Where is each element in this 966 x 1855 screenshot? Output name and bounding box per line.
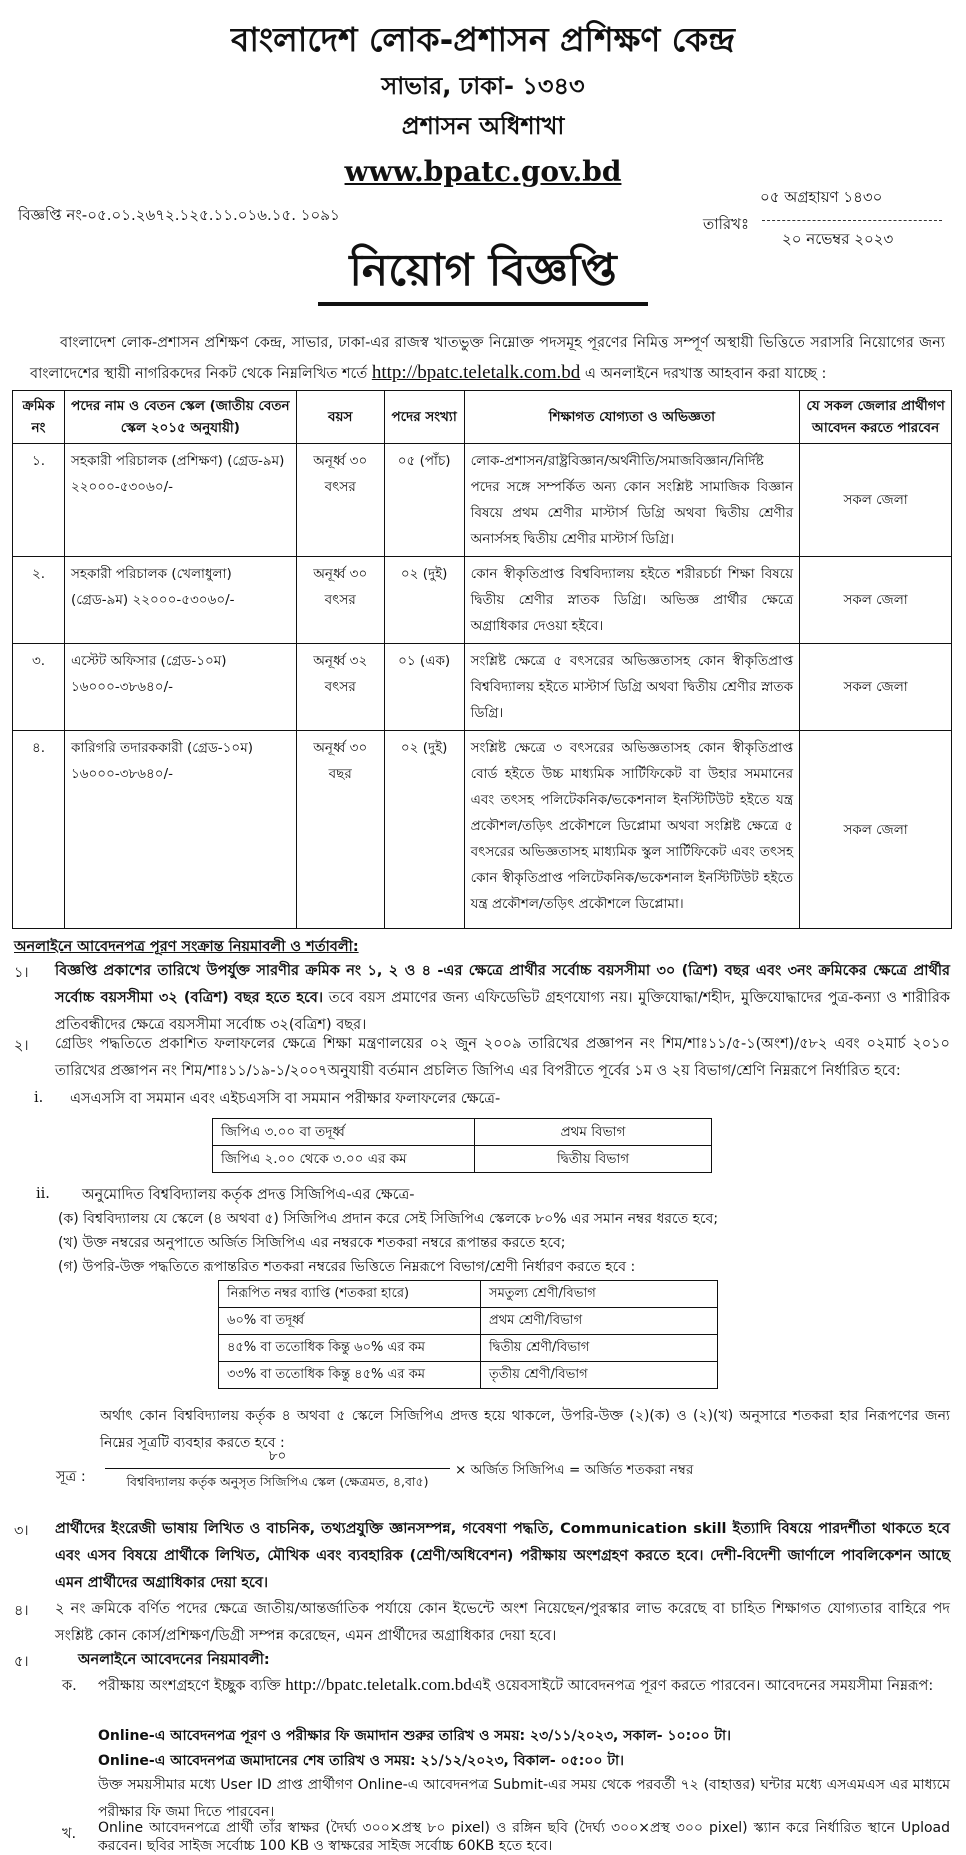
formula-denominator: বিশ্ববিদ্যালয় কর্তৃক অনুসৃত সিজিপিএ স্কেল (ক্ষেত্রমত, ৪,বা৫) [126, 1474, 429, 1489]
rule3-number: ৩। [14, 1523, 29, 1539]
cgpa-class: তৃতীয় শ্রেণী/বিভাগ [481, 1362, 718, 1389]
formula-numerator: ৮০ [268, 1448, 287, 1464]
cgpa-range: নিরূপিত নম্বর ব্যাপ্তি (শতকরা হারে) [219, 1281, 481, 1308]
rule2-ii-text: অনুমোদিত বিশ্ববিদ্যালয় কর্তৃক প্রদত্ত সিজিপিএ-এর ক্ষেত্রে- [82, 1187, 415, 1203]
rule5-url[interactable]: http://bpatc.teletalk.com.bd [285, 1675, 472, 1694]
rule4-number: ৪। [14, 1603, 29, 1619]
rule1-number: ১। [14, 965, 29, 981]
notice-title: নিয়োগ বিজ্ঞপ্তি [318, 240, 648, 306]
rule5-userid: উক্ত সময়সীমার মধ্যে User ID প্রাপ্ত প্রার্থীগণ Online-এ আবেদনপত্র Submit-এর সময় থেকে পরবর্তী ৭২ (বাহাত্তর) ঘন্টার মধ্যে এসএমএস এর মাধ্যমে পরীক্ষার ফি জমা দিতে পারবেন। [98, 1777, 950, 1820]
header-qualification: শিক্ষাগত যোগ্যতা ও অভিজ্ঞতা [464, 391, 800, 444]
rule5-number: ৫। [14, 1654, 29, 1670]
website-link[interactable]: www.bpatc.gov.bd [344, 155, 622, 188]
row-district: সকল জেলা [800, 731, 952, 929]
rule3-text: প্রার্থীদের ইংরেজী ভাষায় লিখিত ও বাচনিক, তথ্যপ্রযুক্তি জ্ঞানসম্পন্ন, গবেষণা পদ্ধতি, Communication skill ইত্যাদি বিষয়ে পারদর্শীতা থাকতে হবে এবং এসব বিষয়ে প্রার্থীকে লিখিত, মৌখিক এবং ব্যবহারিক (শ্রেণী/অধিবেশন) পরীক্ষায় অংশগ্রহণ করতে হবে। দেশী-বিদেশী জার্ণালে পাবলিকেশন আছে এমন প্রার্থীদের অগ্রাধিকার দেয়া হবে। [55, 1521, 950, 1591]
table-row [13, 731, 952, 929]
memo-number: বিজ্ঞপ্তি নং-০৫.০১.২৬৭২.১২৫.১১.০১৬.১৫. ১০৯১ [18, 206, 340, 224]
row-district: সকল জেলা [800, 644, 952, 731]
branch-name: প্রশাসন অধিশাখা [401, 112, 565, 140]
apply-url[interactable]: http://bpatc.teletalk.com.bd [371, 362, 581, 383]
formula-label: সূত্র : [56, 1469, 86, 1485]
rule5-ka-text [98, 1671, 950, 1700]
rule5-ka-text2: এই ওয়েবসাইটে আবেদনপত্র পূরণ করতে পারবেন। আবেদনের সময়সীমা নিম্নরূপ: [471, 1678, 934, 1694]
row-age: অনূর্ধ্ব ৩০ বৎসর [296, 557, 384, 644]
rule5-ka-label: ক. [62, 1678, 77, 1694]
org-address: সাভার, ঢাকা- ১৩৪৩ [381, 72, 585, 100]
gpa-range: জিপিএ ৩.০০ বা তদূর্ধ্ব [213, 1119, 475, 1146]
date-bangla: ০৫ অগ্রহায়ণ ১৪৩০ [760, 188, 883, 206]
table-row [219, 1335, 718, 1362]
row-post: এস্টেট অফিসার (গ্রেড-১০ম) ১৬০০০-৩৮৬৪০/- [64, 644, 296, 731]
org-name: বাংলাদেশ লোক-প্রশাসন প্রশিক্ষণ কেন্দ্র [231, 20, 735, 59]
rule2-i-label: i. [34, 1090, 44, 1106]
row-count: ০৫ (পাঁচ) [384, 444, 464, 557]
rules-title: অনলাইনে আবেদনপত্র পূরণ সংক্রান্ত নিয়মাবলী ও শর্তাবলী: [14, 939, 359, 955]
row-post: সহকারী পরিচালক (প্রশিক্ষণ) (গ্রেড-৯ম) ২২০০০-৫৩০৬০/- [64, 444, 296, 557]
rule2-ii-label: ii. [36, 1186, 50, 1202]
row-serial: ৪. [13, 731, 65, 929]
row-age: অনূর্ধ্ব ৩০ বছর [296, 731, 384, 929]
cgpa-range: ৪৫% বা ততোধিক কিন্তু ৬০% এর কম [219, 1335, 481, 1362]
row-serial: ২. [13, 557, 65, 644]
table-header-row [13, 391, 952, 444]
row-district: সকল জেলা [800, 444, 952, 557]
intro-text: বাংলাদেশ লোক-প্রশাসন প্রশিক্ষণ কেন্দ্র, সাভার, ঢাকা-এর রাজস্ব খাতভুক্ত নিম্নোক্ত পদসমূহ পূরণের নিমিত্ত সম্পূর্ণ অস্থায়ী ভিত্তিতে সরাসরি নিয়োগের জন্য বাংলাদেশের স্থায়ী নাগরিকদের নিকট থেকে নিম্নলিখিত শর্তে [30, 335, 945, 382]
rule1-rest: তবে বয়স প্রমাণের জন্য এফিডেভিট গ্রহণযোগ্য নয়। মুক্তিযোদ্ধা/শহীদ, মুক্তিযোদ্ধাদের পুত্র-কন্যা ও শারীরিক প্রতিবন্ধীদের ক্ষেত্রে বয়সসীমা সর্বোচ্চ ৩২(বত্রিশ) বছর। [55, 990, 950, 1033]
table-row [213, 1119, 712, 1146]
header-serial: ক্রমিক নং [13, 391, 65, 444]
rule2-ga: (গ) উপরি-উক্ত পদ্ধতিতে রূপান্তরিত শতকরা নম্বরের ভিত্তিতে নিম্নরূপে বিভাগ/শ্রেণী নির্ধারণ করতে হবে : [58, 1259, 636, 1275]
rule5-start: Online-এ আবেদনপত্র পূরণ ও পরীক্ষার ফি জমাদান শুরুর তারিখ ও সময়: ২৩/১১/২০২৩, সকাল- ১০:০০ টা। [98, 1728, 732, 1744]
table-row [219, 1308, 718, 1335]
row-count: ০১ (এক) [384, 644, 464, 731]
cgpa-range: ৩৩% বা ততোধিক কিন্তু ৪৫% এর কম [219, 1362, 481, 1389]
table-row [13, 557, 952, 644]
header-district: যে সকল জেলার প্রার্থীগণ আবেদন করতে পারবেন [800, 391, 952, 444]
gpa-division: দ্বিতীয় বিভাগ [475, 1146, 712, 1173]
date-english: ২০ নভেম্বর ২০২৩ [782, 230, 894, 248]
rule2-i-text: এসএসসি বা সমমান এবং এইচএসসি বা সমমান পরীক্ষার ফলাফলের ক্ষেত্রে- [70, 1091, 501, 1107]
rule1-text [55, 958, 950, 1039]
table-row [13, 644, 952, 731]
gpa-table [212, 1118, 712, 1173]
intro-text-end: এ অনলাইনে দরখাস্ত আহবান করা যাচ্ছে : [584, 366, 827, 382]
row-age: অনূর্ধ্ব ৩০ বৎসর [296, 444, 384, 557]
rule2-number: ২। [14, 1038, 29, 1054]
row-age: অনূর্ধ্ব ৩২ বৎসর [296, 644, 384, 731]
intro-paragraph [30, 328, 945, 389]
cgpa-class: সমতুল্য শ্রেণী/বিভাগ [481, 1281, 718, 1308]
rule5-end: Online-এ আবেদনপত্র জমাদানের শেষ তারিখ ও সময়: ২১/১২/২০২৩, বিকাল- ০৫:০০ টা। [98, 1753, 625, 1769]
row-count: ০২ (দুই) [384, 557, 464, 644]
table-row [219, 1362, 718, 1389]
row-post: সহকারী পরিচালক (খেলাধুলা) (গ্রেড-৯ম) ২২০০০-৫৩০৬০/- [64, 557, 296, 644]
rule5-ka-text1: পরীক্ষায় অংশগ্রহণে ইচ্ছুক ব্যক্তি [98, 1678, 281, 1694]
header-age: বয়স [296, 391, 384, 444]
row-qualification: কোন স্বীকৃতিপ্রাপ্ত বিশ্ববিদ্যালয় হইতে শরীরচর্চা শিক্ষা বিষয়ে দ্বিতীয় শ্রেণীর স্নাতক ডিগ্রি। অভিজ্ঞ প্রার্থীর ক্ষেত্রে অগ্রাধিকার দেওয়া হইবে। [464, 557, 800, 644]
formula-fraction-line [105, 1468, 450, 1469]
row-count: ০২ (দুই) [384, 731, 464, 929]
row-qualification: সংশ্লিষ্ট ক্ষেত্রে ৫ বৎসরের অভিজ্ঞতাসহ কোন স্বীকৃতিপ্রাপ্ত বিশ্ববিদ্যালয় হইতে মাস্টার্স ডিগ্রি অথবা দ্বিতীয় শ্রেণীর স্নাতক ডিগ্রি। [464, 644, 800, 731]
gpa-division: প্রথম বিভাগ [475, 1119, 712, 1146]
formula-rhs: × অর্জিত সিজিপিএ = অর্জিত শতকরা নম্বর [455, 1462, 694, 1478]
rule5-title: অনলাইনে আবেদনের নিয়মাবলী: [78, 1652, 270, 1668]
rule5-kha-label: খ. [62, 1826, 77, 1842]
row-serial: ৩. [13, 644, 65, 731]
row-post: কারিগরি তদারককারী (গ্রেড-১০ম) ১৬০০০-৩৮৬৪০/- [64, 731, 296, 929]
table-row [219, 1281, 718, 1308]
rule1-bold: বিজ্ঞপ্তি প্রকাশের তারিখে উপর্যুক্ত সারণীর ক্রমিক নং ১, ২ ও ৪ -এর ক্ষেত্রে প্রার্থীর সর্বোচ্চ বয়সসীমা ৩০ (ত্রিশ) বছর এবং ৩নং ক্রমিকের ক্ষেত্রে প্রার্থীর সর্বোচ্চ বয়সসীমা ৩২ (বত্রিশ) বছর হতে হবে। [55, 963, 950, 1006]
rule4-text: ২ নং ক্রমিকে বর্ণিত পদের ক্ষেত্রে জাতীয়/আন্তর্জাতিক পর্যায়ে কোন ইভেন্টে অংশ নিয়েছেন/পুরস্কার লাভ করেছে বা চাহিত শিক্ষাগত যোগ্যতার বাহিরে পদ সংশ্লিষ্ট কোন কোর্স/প্রশিক্ষণ/ডিগ্রী সম্পন্ন করেছেন, এমন প্রার্থীদের অগ্রাধিকার দেয়া হবে। [55, 1601, 950, 1644]
rule2-ka: (ক) বিশ্ববিদ্যালয় যে স্কেলে (৪ অথবা ৫) সিজিপিএ প্রদান করে সেই সিজিপিএ স্কেলকে ৮০% এর সমান নম্বর ধরতে হবে; [58, 1211, 719, 1227]
posts-table [12, 390, 952, 929]
row-serial: ১. [13, 444, 65, 557]
row-district: সকল জেলা [800, 557, 952, 644]
rule2-text: গ্রেডিং পদ্ধতিতে প্রকাশিত ফলাফলের ক্ষেত্রে শিক্ষা মন্ত্রণালয়ের ০২ জুন ২০০৯ তারিখের প্রজ্ঞাপন নং শিম/শাঃ১১/৫-১(অংশ)/৫৮২ এবং ০২মার্চ ২০১০ তারিখের প্রজ্ঞাপন নং শিম/শাঃ১১/১৯-১/২০০৭অনুযায়ী বর্তমান প্রচলিত জিপিএ এর বিপরীতে পূর্বের ১ম ও ২য় বিভাগ/শ্রেণি নিম্নরূপে নির্ধারিত হবে: [55, 1036, 950, 1079]
cgpa-range: ৬০% বা তদূর্ধ্ব [219, 1308, 481, 1335]
header-count: পদের সংখ্যা [384, 391, 464, 444]
cgpa-table [218, 1280, 718, 1389]
date-label: তারিখঃ [703, 215, 749, 233]
rule2-kha: (খ) উক্ত নম্বরের অনুপাতে অর্জিত সিজিপিএ এর নম্বরকে শতকরা নম্বরে রূপান্তর করতে হবে; [58, 1235, 566, 1251]
row-qualification: সংশ্লিষ্ট ক্ষেত্রে ৩ বৎসরের অভিজ্ঞতাসহ কোন স্বীকৃতিপ্রাপ্ত বোর্ড হইতে উচ্চ মাধ্যমিক সার্টিফিকেট বা উহার সমমানের এবং তৎসহ পলিটেকনিক/ভকেশনাল ইনস্টিটিউট হইতে যন্ত্র প্রকৌশল/তড়িৎ প্রকৌশলে ডিপ্লোমা অথবা সংশ্লিষ্ট ক্ষেত্রে ৫ বৎসরের অভিজ্ঞতাসহ মাধ্যমিক স্কুল সার্টিফিকেট এবং তৎসহ কোন স্বীকৃতিপ্রাপ্ত পলিটেকনিক/ভকেশনাল ইনস্টিটিউট হইতে যন্ত্র প্রকৌশল/তড়িৎ প্রকৌশলে ডিপ্লোমা। [464, 731, 800, 929]
table-row [13, 444, 952, 557]
gpa-range: জিপিএ ২.০০ থেকে ৩.০০ এর কম [213, 1146, 475, 1173]
formula-intro: অর্থাৎ কোন বিশ্ববিদ্যালয় কর্তৃক ৪ অথবা ৫ স্কেলে সিজিপিএ প্রদত্ত হয়ে থাকলে, উপরি-উক্ত (২)(ক) ও (২)(খ) অনুসারে শতকরা হার নিরূপণের জন্য নিম্নের সূত্রটি ব্যবহার করতে হবে : [100, 1408, 950, 1451]
row-qualification: লোক-প্রশাসন/রাষ্ট্রবিজ্ঞান/অর্থনীতি/সমাজবিজ্ঞান/নির্দিষ্ট পদের সঙ্গে সম্পর্কিত অন্য কোন সংশ্লিষ্ট সামাজিক বিজ্ঞান বিষয়ে প্রথম শ্রেণীর মাস্টার্স ডিগ্রি অথবা দ্বিতীয় শ্রেণীর অনার্সসহ দ্বিতীয় শ্রেণীর মাস্টার্স ডিগ্রি। [464, 444, 800, 557]
cgpa-class: প্রথম শ্রেণী/বিভাগ [481, 1308, 718, 1335]
rule5-kha-text: Online আবেদনপত্রে প্রার্থী তাঁর স্বাক্ষর (দৈর্ঘ্য ৩০০×প্রস্থ ৮০ pixel) ও রঙ্গিন ছবি (দৈর্ঘ্য ৩০০×প্রস্থ ৩০০ pixel) স্ক্যান করে নির্ধারিত স্থানে Upload করবেন। ছবির সাইজ সর্বোচ্চ 100 KB ও স্বাক্ষরের সাইজ সর্বোচ্চ 60KB হতে হবে। [98, 1820, 950, 1854]
table-row [213, 1146, 712, 1173]
date-line [762, 220, 942, 221]
header-post: পদের নাম ও বেতন স্কেল (জাতীয় বেতন স্কেল ২০১৫ অনুযায়ী) [64, 391, 296, 444]
cgpa-class: দ্বিতীয় শ্রেণী/বিভাগ [481, 1335, 718, 1362]
